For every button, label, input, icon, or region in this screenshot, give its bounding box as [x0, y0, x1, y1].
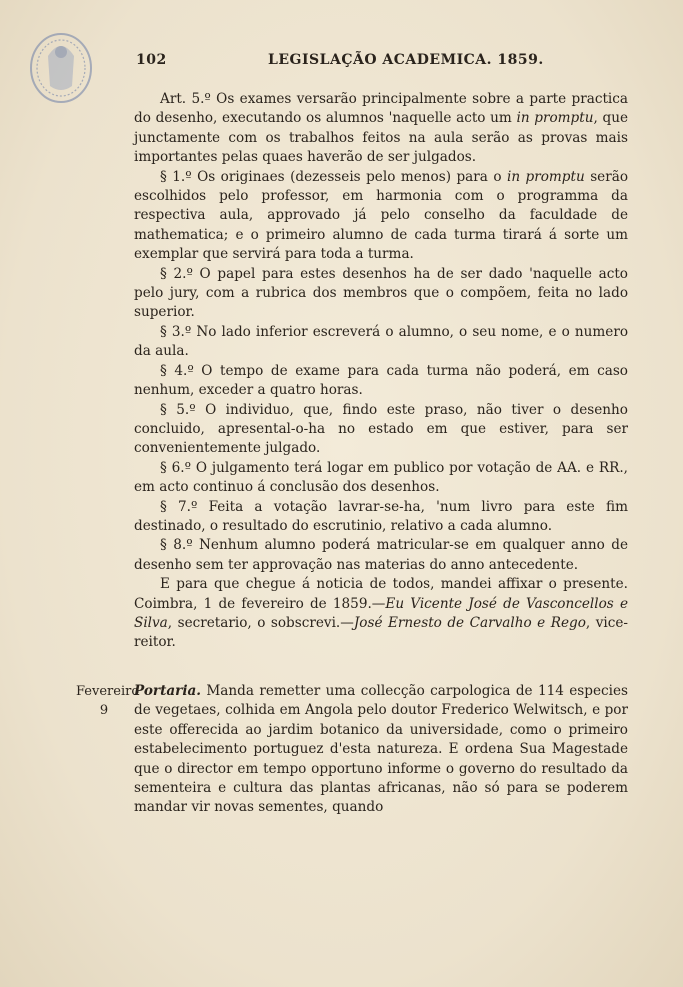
margin-date [76, 682, 140, 720]
portaria-entry [134, 682, 628, 818]
article-5-paragraph: Art. 5.º Os exames versarão principalmente sobre a parte practica do desenho, executando os alumnos 'naquelle acto um in promptu, que junctamente com os trabalhos feitos na aula serão as provas mais importantes pelas quaes haverão de ser julgados. [134, 91, 628, 166]
running-title: LEGISLAÇÃO ACADEMICA. 1859. [268, 52, 544, 68]
section-4-paragraph: § 4.º O tempo de exame para cada turma não poderá, em caso nenhum, exceder a quatro horas. [134, 362, 628, 399]
margin-day: 9 [99, 703, 109, 718]
closing-paragraph: E para que chegue á noticia de todos, mandei affixar o presente. Coimbra, 1 de fevereiro de 1859.—Eu Vicente José de Vasconcellos e Silva, secretario, o sobscrevi.—José Ernesto de Carvalho e Rego, vice-reitor. [134, 576, 628, 651]
library-stamp-icon [26, 26, 96, 106]
article-body [134, 90, 628, 653]
section-6-paragraph: § 6.º O julgamento terá logar em publico por votação de AA. e RR., em acto continuo á conclusão dos desenhos. [134, 459, 628, 496]
section-5-paragraph: § 5.º O individuo, que, findo este praso, não tiver o desenho concluido, apresental-o-ha no estado em que estiver, para ser convenientemente julgado. [134, 401, 628, 457]
section-1-paragraph: § 1.º Os originaes (dezesseis pelo menos) para o in promptu serão escolhidos pelo professor, em harmonia com o programma da respectiva aula, approvado já pelo conselho da faculdade de mathematica; e o primeiro alumno de cada turma tirará á sorte um exemplar que servirá para toda a turma. [134, 168, 628, 263]
section-8-paragraph: § 8.º Nenhum alumno poderá matricular-se em qualquer anno de desenho sem ter approvação nas materias do anno antecedente. [134, 537, 628, 573]
entry-text: Manda remetter uma collecção carpologica de 114 especies de vegetaes, colhida em Angola pelo doutor Frederico Welwitsch, e por este offerecida ao jardim botanico da universidade, como o primeiro estabelecimento portuguez d'esta natureza. E ordena Sua Magestade que o director em tempo opportuno informe o governo do resultado da sementeira e cultura das plantas africanas, não só para se poderem mandar vir novas sementes, quando [134, 683, 628, 816]
section-7-paragraph: § 7.º Feita a votação lavrar-se-ha, 'num livro para este fim destinado, o resultado do escrutinio, relativo a cada alumno. [134, 498, 628, 534]
margin-month: Fevereiro [76, 684, 140, 699]
section-3-paragraph: § 3.º No lado inferior escreverá o alumno, o seu nome, e o numero da aula. [134, 323, 628, 360]
section-2-paragraph: § 2.º O papel para estes desenhos ha de ser dado 'naquelle acto pelo jury, com a rubrica dos membros que o compõem, feita no lado superior. [134, 265, 628, 321]
page-number: 102 [136, 52, 167, 68]
entry-lead: Portaria. [134, 683, 202, 699]
page-header [136, 52, 628, 72]
